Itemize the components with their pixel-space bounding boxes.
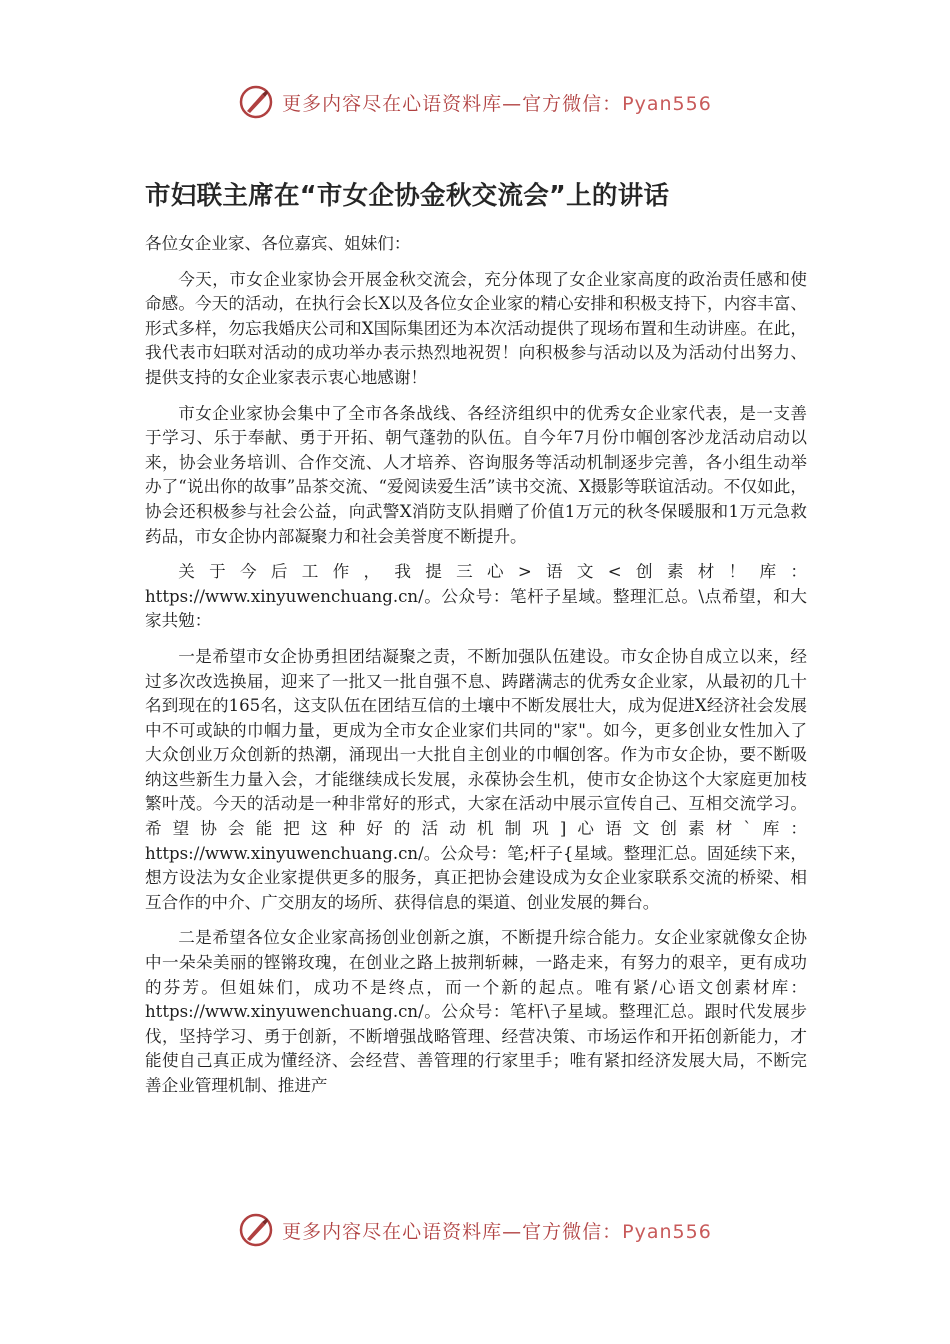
paragraph-1: 今天，市女企业家协会开展金秋交流会，充分体现了女企业家高度的政治责任感和使命感。今天的活动，在执行会长X以及各位女企业家的精心安排和积极支持下，内容丰富、形式多样，勿忘我婚庆公司和X国际集团还为本次活动提供了现场布置和生动讲座。在此，我代表市妇联对活动的成功举办表示热烈地祝贺！向积极参与活动以及为活动付出努力、提供支持的女企业家表示衷心地感谢！ <box>145 269 807 387</box>
document-title: 市妇联主席在“市女企协金秋交流会”上的讲话 <box>145 181 670 211</box>
paragraph-3: 关于今后工作，我提三心>语文<创素材！库：https://www.xinyuwenchuang.cn/。公众号：笔杆子星域。整理汇总。\点希望，和大家共勉： <box>145 562 807 631</box>
footer-watermark <box>0 1210 950 1250</box>
document-body <box>145 232 807 1110</box>
header-watermark <box>0 82 950 122</box>
pen-circle-logo-icon <box>238 84 274 120</box>
pen-circle-logo-icon <box>238 1212 274 1248</box>
paragraph-2: 市女企业家协会集中了全市各条战线、各经济组织中的优秀女企业家代表，是一支善于学习、乐于奉献、勇于开拓、朝气蓬勃的队伍。自今年7月份巾帼创客沙龙活动启动以来，协会业务培训、合作交流、人才培养、咨询服务等活动机制逐步完善，各小组生动举办了“说出你的故事”品茶交流、“爱阅读爱生活”读书交流、X摄影等联谊活动。不仅如此，协会还积极参与社会公益，向武警X消防支队捐赠了价值1万元的秋冬保暖服和1万元急救药品，市女企协内部凝聚力和社会美誉度不断提升。 <box>145 403 807 546</box>
paragraph-5: 二是希望各位女企业家高扬创业创新之旗，不断提升综合能力。女企业家就像女企协中一朵朵美丽的铿锵玫瑰，在创业之路上披荆斩棘，一路走来，有努力的艰辛，更有成功的芬芳。但姐妹们，成功不是终点，而一个新的起点。唯有紧/心语文创素材库：https://www.xinyuwenchuang.cn/。公众号：笔杆\子星域。整理汇总。跟时代发展步伐，坚持学习、勇于创新，不断增强战略管理、经营决策、市场运作和开拓创新能力，才能使自己真正成为懂经济、会经营、善管理的行家里手；唯有紧扣经济发展大局，不断完善企业管理机制、推进产 <box>145 928 807 1095</box>
watermark-text: 更多内容尽在心语资料库—官方微信：Pyan556 <box>282 92 712 115</box>
greeting: 各位女企业家、各位嘉宾、姐妹们： <box>145 234 411 253</box>
watermark-text: 更多内容尽在心语资料库—官方微信：Pyan556 <box>282 1220 712 1243</box>
paragraph-4: 一是希望市女企协勇担团结凝聚之责，不断加强队伍建设。市女企协自成立以来，经过多次改选换届，迎来了一批又一批自强不息、踌躇满志的优秀女企业家，从最初的几十名到现在的165名，这支队伍在团结互信的土壤中不断发展壮大，成为促进X经济社会发展中不可或缺的巾帼力量，更成为全市女企业家们共同的"家"。如今，更多创业女性加入了大众创业万众创新的热潮，涌现出一大批自主创业的巾帼创客。作为市女企协，要不断吸纳这些新生力量入会，才能继续成长发展，永葆协会生机，使市女企协这个大家庭更加枝繁叶茂。今天的活动是一种非常好的形式，大家在活动中展示宣传自己、互相交流学习。希望协会能把这种好的活动机制巩]心语文创素材`库：https://www.xinyuwenchuang.cn/。公众号：笔;杆子{星域。整理汇总。固延续下来，想方设法为女企业家提供更多的服务，真正把协会建设成为女企业家联系交流的桥梁、相互合作的中介、广交朋友的场所、获得信息的渠道、创业发展的舞台。 <box>145 646 807 912</box>
